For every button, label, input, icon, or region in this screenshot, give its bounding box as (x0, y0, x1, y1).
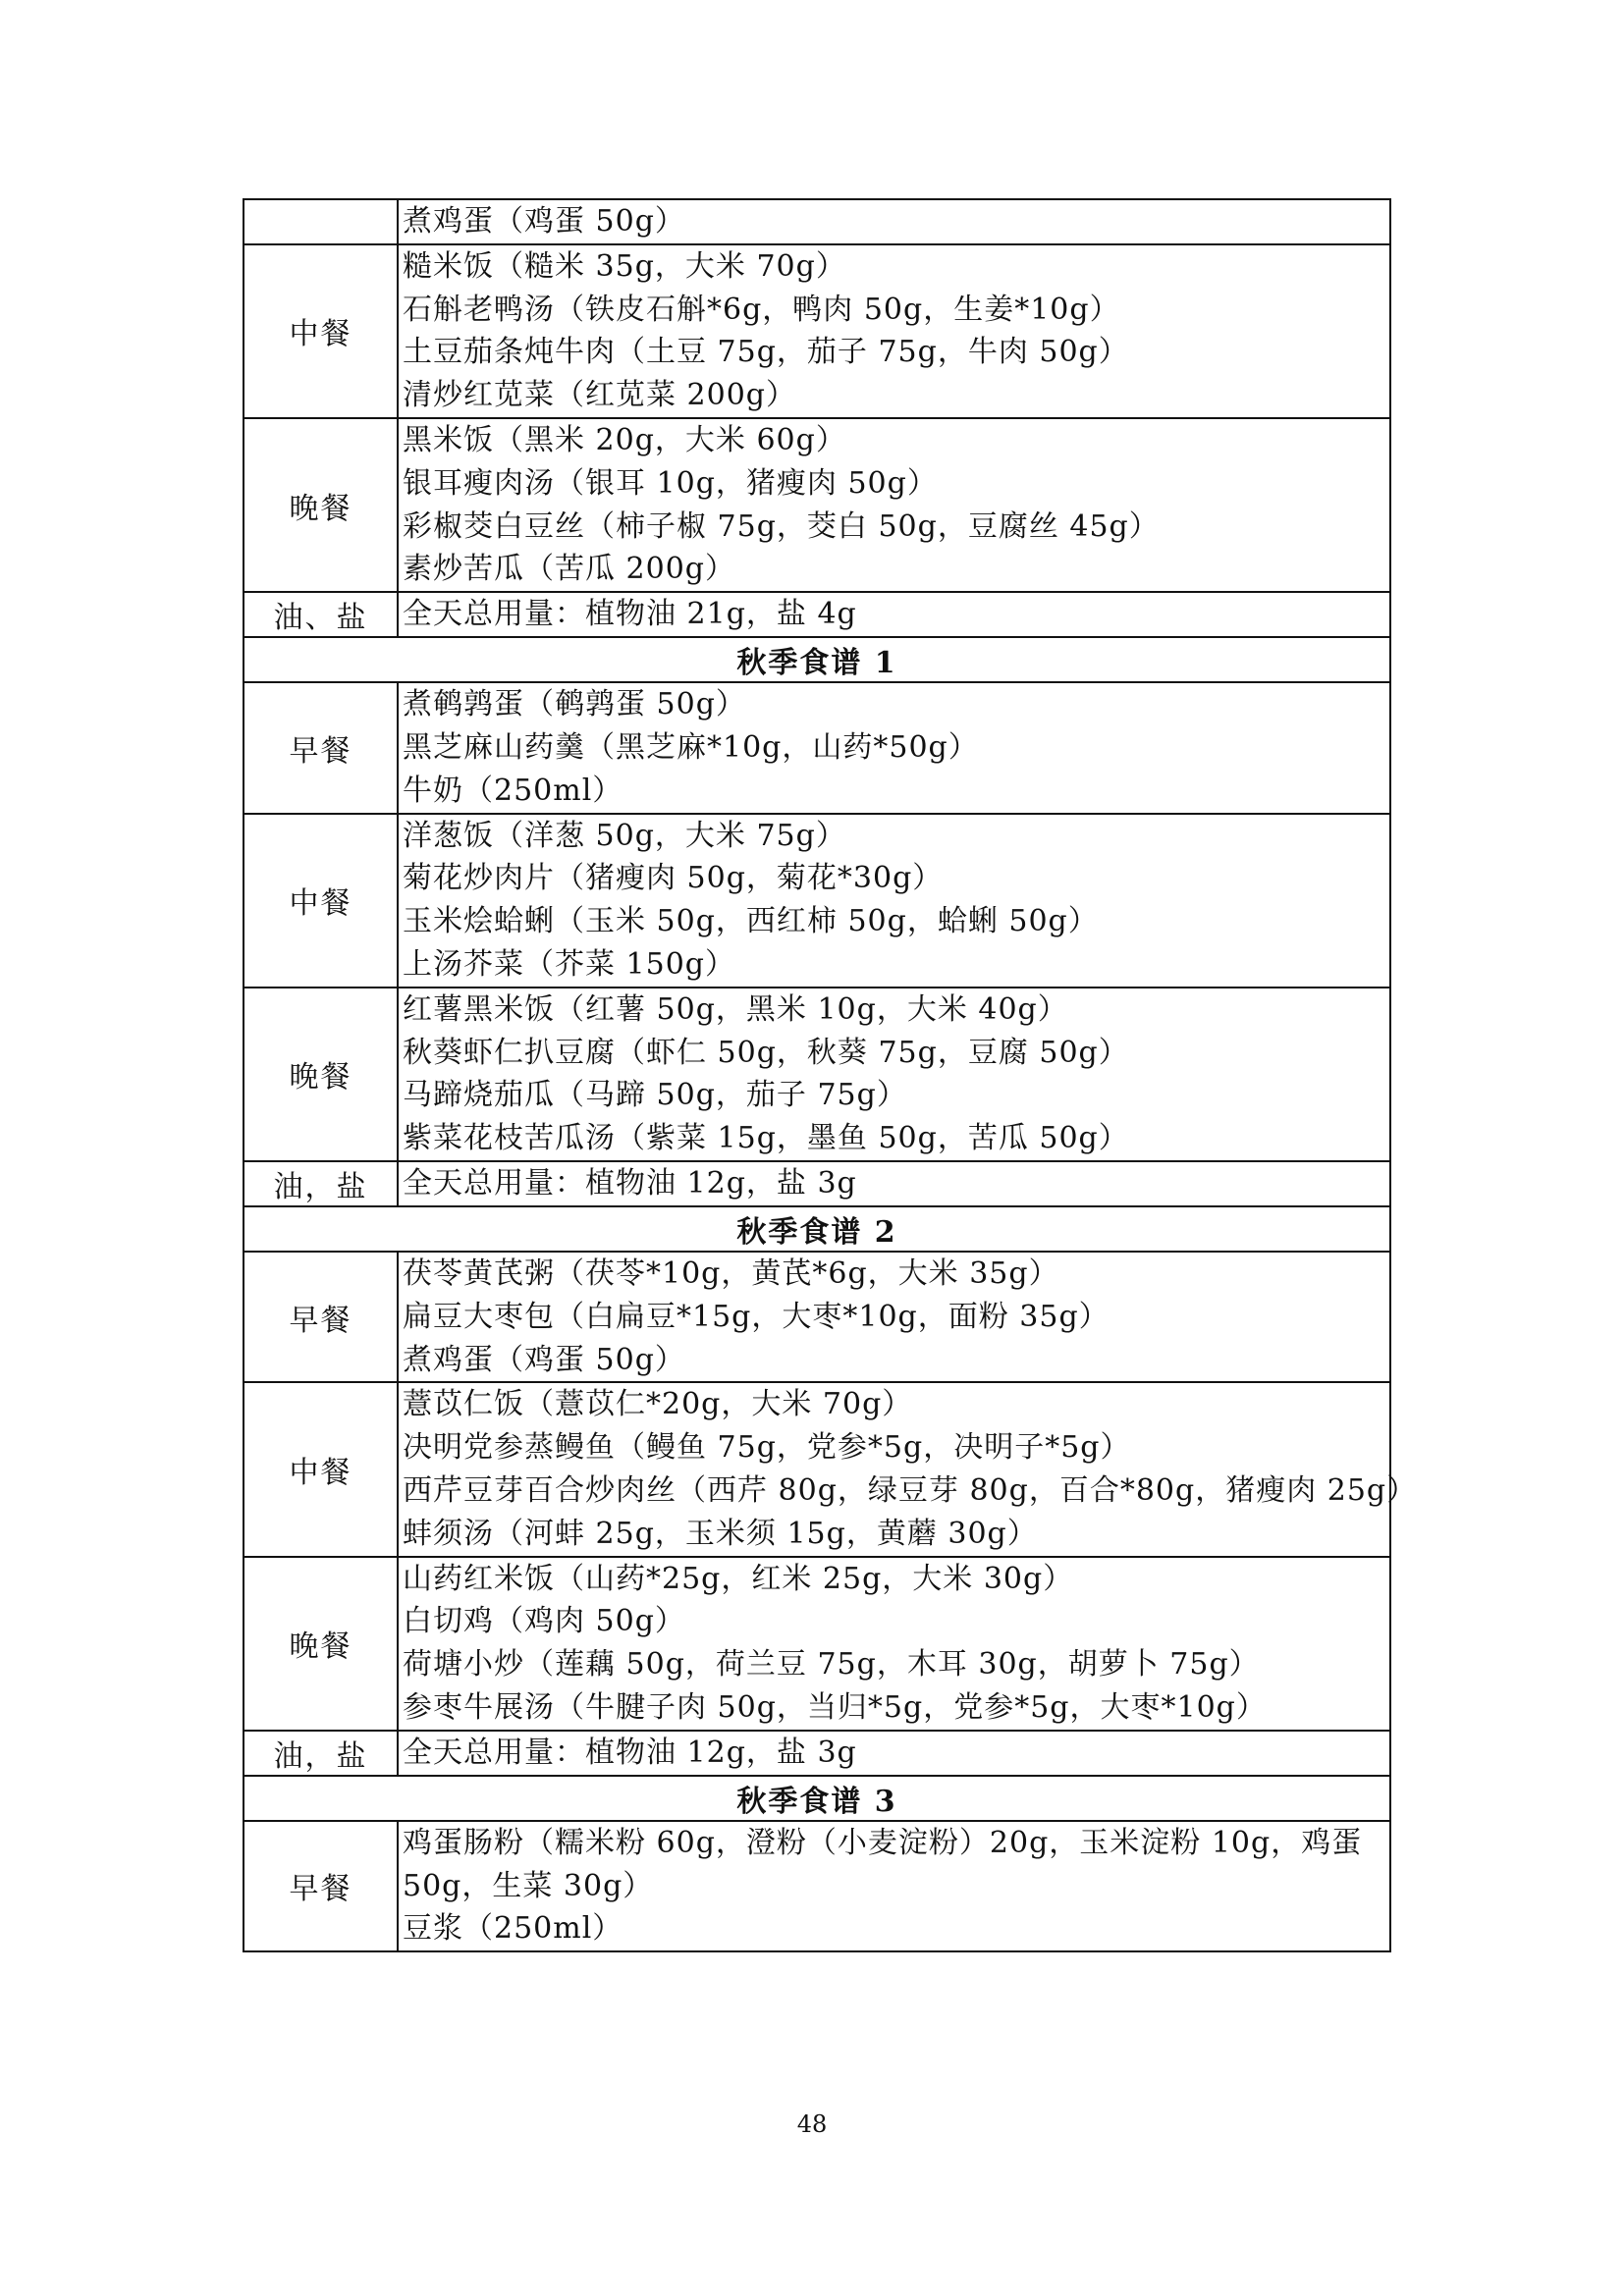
meal-items (398, 244, 1390, 418)
meal-row (244, 1252, 1390, 1382)
meal-items (398, 988, 1390, 1161)
dish-item: 糙米饭（糙米 35g，大米 70g） (403, 248, 846, 284)
dish-item: 荷塘小炒（莲藕 50g，荷兰豆 75g，木耳 30g，胡萝卜 75g） (403, 1647, 1260, 1682)
meal-row (244, 244, 1390, 418)
dish-item: 豆浆（250ml） (403, 1911, 623, 1947)
page-number: 48 (796, 2110, 828, 2138)
dish-item: 蚌须汤（河蚌 25g，玉米须 15g，黄蘑 30g） (403, 1516, 1038, 1551)
dish-item: 黑芝麻山药羹（黑芝麻*10g，山药*50g） (403, 729, 979, 765)
meal-row (244, 1821, 1390, 1951)
oil-salt-label: 油，盐 (244, 1161, 398, 1206)
dish-item: 菊花炒肉片（猪瘦肉 50g，菊花*30g） (403, 861, 944, 896)
dish-item: 扁豆大枣包（白扁豆*15g，大枣*10g，面粉 35g） (403, 1299, 1110, 1334)
meal-items (398, 1252, 1390, 1382)
meal-row (244, 814, 1390, 988)
section-title-row (244, 637, 1390, 682)
dish-item: 紫菜花枝苦瓜汤（紫菜 15g，墨鱼 50g，苦瓜 50g） (403, 1121, 1129, 1156)
dish-item: 茯苓黄芪粥（茯苓*10g，黄芪*6g，大米 35g） (403, 1255, 1059, 1291)
meal-row (244, 988, 1390, 1161)
oil-salt-amount: 全天总用量：植物油 12g，盐 3g (398, 1731, 1390, 1776)
meal-label: 早餐 (244, 1252, 398, 1382)
meal-label: 中餐 (244, 244, 398, 418)
section-title: 秋季食谱 1 (244, 637, 1390, 682)
dish-item: 西芹豆芽百合炒肉丝（西芹 80g，绿豆芽 80g，百合*80g，猪瘦肉 25g） (403, 1472, 1418, 1508)
oil-salt-row (244, 592, 1390, 637)
dish-item: 50g，生菜 30g） (403, 1868, 654, 1903)
meal-label: 中餐 (244, 1382, 398, 1556)
dish-item: 参枣牛展汤（牛腱子肉 50g，当归*5g，党参*5g，大枣*10g） (403, 1689, 1267, 1725)
dish-item: 煮鸡蛋（鸡蛋 50g） (403, 204, 685, 239)
meal-label: 晚餐 (244, 988, 398, 1161)
dish-item: 清炒红苋菜（红苋菜 200g） (403, 378, 797, 413)
meal-label: 中餐 (244, 814, 398, 988)
dish-item: 马蹄烧茄瓜（马蹄 50g，茄子 75g） (403, 1078, 907, 1113)
oil-salt-row (244, 1731, 1390, 1776)
dish-item: 素炒苦瓜（苦瓜 200g） (403, 552, 736, 587)
dish-item: 山药红米饭（山药*25g，红米 25g，大米 30g） (403, 1561, 1074, 1596)
oil-salt-amount: 全天总用量：植物油 12g，盐 3g (398, 1161, 1390, 1206)
dish-item: 石斛老鸭汤（铁皮石斛*6g，鸭肉 50g，生姜*10g） (403, 292, 1120, 327)
oil-salt-label: 油、盐 (244, 592, 398, 637)
dish-item: 牛奶（250ml） (403, 773, 623, 808)
section-title: 秋季食谱 3 (244, 1776, 1390, 1821)
dish-item: 黑米饭（黑米 20g，大米 60g） (403, 422, 846, 457)
meal-label: 晚餐 (244, 418, 398, 592)
meal-label: 晚餐 (244, 1557, 398, 1731)
oil-salt-amount: 全天总用量：植物油 21g，盐 4g (398, 592, 1390, 637)
meal-items (398, 1821, 1390, 1951)
dish-item: 红薯黑米饭（红薯 50g，黑米 10g，大米 40g） (403, 991, 1068, 1027)
meal-items (398, 199, 1390, 244)
section-title-row (244, 1776, 1390, 1821)
meal-label: 早餐 (244, 1821, 398, 1951)
dish-item: 玉米烩蛤蜊（玉米 50g，西红柿 50g，蛤蜊 50g） (403, 904, 1099, 939)
dish-item: 上汤芥菜（芥菜 150g） (403, 946, 736, 982)
dish-item: 煮鸡蛋（鸡蛋 50g） (403, 1342, 685, 1377)
meal-items (398, 682, 1390, 813)
recipe-table-body (244, 199, 1418, 1951)
meal-items (398, 1382, 1418, 1556)
meal-items (398, 418, 1390, 592)
dish-item: 煮鹌鹑蛋（鹌鹑蛋 50g） (403, 687, 746, 722)
meal-items (398, 814, 1390, 988)
dish-item: 鸡蛋肠粉（糯米粉 60g，澄粉（小麦淀粉）20g，玉米淀粉 10g，鸡蛋 (403, 1825, 1363, 1860)
oil-salt-row (244, 1161, 1390, 1206)
dish-item: 薏苡仁饭（薏苡仁*20g，大米 70g） (403, 1387, 913, 1422)
dish-item: 白切鸡（鸡肉 50g） (403, 1604, 685, 1639)
section-title-row (244, 1206, 1390, 1252)
oil-salt-label: 油，盐 (244, 1731, 398, 1776)
dish-item: 洋葱饭（洋葱 50g，大米 75g） (403, 818, 846, 853)
meal-row (244, 682, 1390, 813)
dish-item: 土豆茄条炖牛肉（土豆 75g，茄子 75g，牛肉 50g） (403, 335, 1129, 370)
meal-row (244, 1382, 1390, 1556)
meal-row (244, 1557, 1390, 1731)
meal-row (244, 199, 1390, 244)
dish-item: 决明党参蒸鳗鱼（鳗鱼 75g，党参*5g，决明子*5g） (403, 1430, 1131, 1466)
recipe-table (243, 198, 1418, 1952)
meal-label: 早餐 (244, 682, 398, 813)
dish-item: 银耳瘦肉汤（银耳 10g，猪瘦肉 50g） (403, 465, 938, 501)
dish-item: 秋葵虾仁扒豆腐（虾仁 50g，秋葵 75g，豆腐 50g） (403, 1035, 1129, 1070)
dish-item: 彩椒茭白豆丝（柿子椒 75g，茭白 50g，豆腐丝 45g） (403, 508, 1160, 544)
meal-row (244, 418, 1390, 592)
meal-items (398, 1557, 1390, 1731)
meal-label (244, 199, 398, 244)
section-title: 秋季食谱 2 (244, 1206, 1390, 1252)
